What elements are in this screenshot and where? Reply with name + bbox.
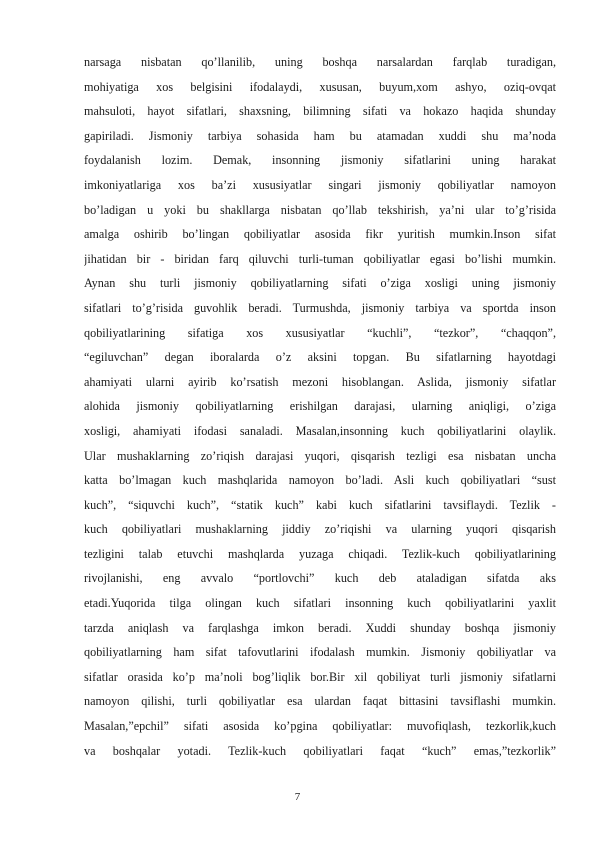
body-text xyxy=(84,50,556,763)
text-line: Masalan,”epchil” sifati asosida ko’pgina qobiliyatlar: muvofiqlash, tezkorlik,kuch xyxy=(84,719,556,734)
text-line: bo’ladigan u yoki bu shakllarga nisbatan qo’llab tekshirish, ya’ni ular to’g’risida xyxy=(84,202,556,217)
text-line: qobiliyatlarining sifatiga xos xususiyatlar “kuchli”, “tezkor”, “chaqqon”, xyxy=(84,325,556,340)
text-line: “egiluvchan” degan iboralarda o’z aksini topgan. Bu sifatlarning hayotdagi xyxy=(84,350,556,365)
text-line: kuch qobiliyatlari mushaklarning jiddiy zo’riqishi va ularning yuqori qisqarish xyxy=(84,522,556,537)
text-line: rivojlanishi, eng avvalo “portlovchi” kuch deb ataladigan sifatda aks xyxy=(84,571,556,586)
text-line: imkoniyatlariga xos ba’zi xususiyatlar singari jismoniy qobiliyatlar namoyon xyxy=(84,177,556,192)
text-line: jihatidan bir - biridan farq qiluvchi turli-tuman qobiliyatlar egasi bo’lishi mumkin. xyxy=(84,251,556,266)
text-line: mohiyatiga xos belgisini ifodalaydi, xususan, buyum,xom ashyo, oziq-ovqat xyxy=(84,79,556,94)
text-line: katta bo’lmagan kuch mashqlarida namoyon bo’ladi. Asli kuch qobiliyatlari “sust xyxy=(84,473,556,488)
text-line: tarzda aniqlash va farqlashga imkon beradi. Xuddi shunday boshqa jismoniy xyxy=(84,620,556,635)
text-line: alohida jismoniy qobiliyatlarning erishilgan darajasi, ularning aniqligi, o’ziga xyxy=(84,399,556,414)
text-line: Ular mushaklarning zo’riqish darajasi yuqori, qisqarish tezligi esa nisbatan uncha xyxy=(84,448,556,463)
text-line: sifatlari to’g’risida guvohlik beradi. Turmushda, jismoniy tarbiya va sportda inson xyxy=(84,300,556,315)
text-line: xosligi, ahamiyati ifodasi sanaladi. Masalan,insonning kuch qobiliyatlarini olaylik. xyxy=(84,423,556,438)
text-line: narsaga nisbatan qo’llanilib, uning boshqa narsalardan farqlab turadigan, xyxy=(84,55,556,69)
text-line: Aynan shu turli jismoniy qobiliyatlarning sifati o’ziga xosligi uning jismoniy xyxy=(84,276,556,291)
text-line: amalga oshirib bo’lingan qobiliyatlar asosida fikr yuritish mumkin.Inson sifat xyxy=(84,227,556,242)
text-line: va boshqalar yotadi. Tezlik-kuch qobiliyatlari faqat “kuch” emas,”tezkorlik” xyxy=(84,743,556,758)
text-line: qobiliyatlarning ham sifat tafovutlarini ifodalash mumkin. Jismoniy qobiliyatlar va xyxy=(84,645,556,660)
text-line: foydalanish lozim. Demak, insonning jismoniy sifatlarini uning harakat xyxy=(84,153,556,168)
text-line: gapiriladi. Jismoniy tarbiya sohasida ham bu atamadan xuddi shu ma’noda xyxy=(84,128,556,143)
text-line: kuch”, “siquvchi kuch”, “statik kuch” kabi kuch sifatlarini tavsiflaydi. Tezlik - xyxy=(84,497,556,512)
text-line: mahsuloti, hayot sifatlari, shaxsning, bilimning sifati va hokazo haqida shunday xyxy=(84,104,556,119)
page-number: 7 xyxy=(294,791,301,803)
text-line: sifatlar orasida ko’p ma’noli bog’liqlik bor.Bir xil qobiliyat turli jismoniy sifatlarni xyxy=(84,669,556,684)
text-line: ahamiyati ularni ayirib ko’rsatish mezoni hisoblangan. Aslida, jismoniy sifatlar xyxy=(84,374,556,389)
text-line: tezligini talab etuvchi mashqlarda yuzaga chiqadi. Tezlik-kuch qobiliyatlarining xyxy=(84,546,556,561)
text-line: namoyon qilishi, turli qobiliyatlar esa ulardan faqat bittasini tavsiflashi mumkin. xyxy=(84,694,556,709)
text-line: etadi.Yuqorida tilga olingan kuch sifatlari insonning kuch qobiliyatlarini yaxlit xyxy=(84,596,556,611)
